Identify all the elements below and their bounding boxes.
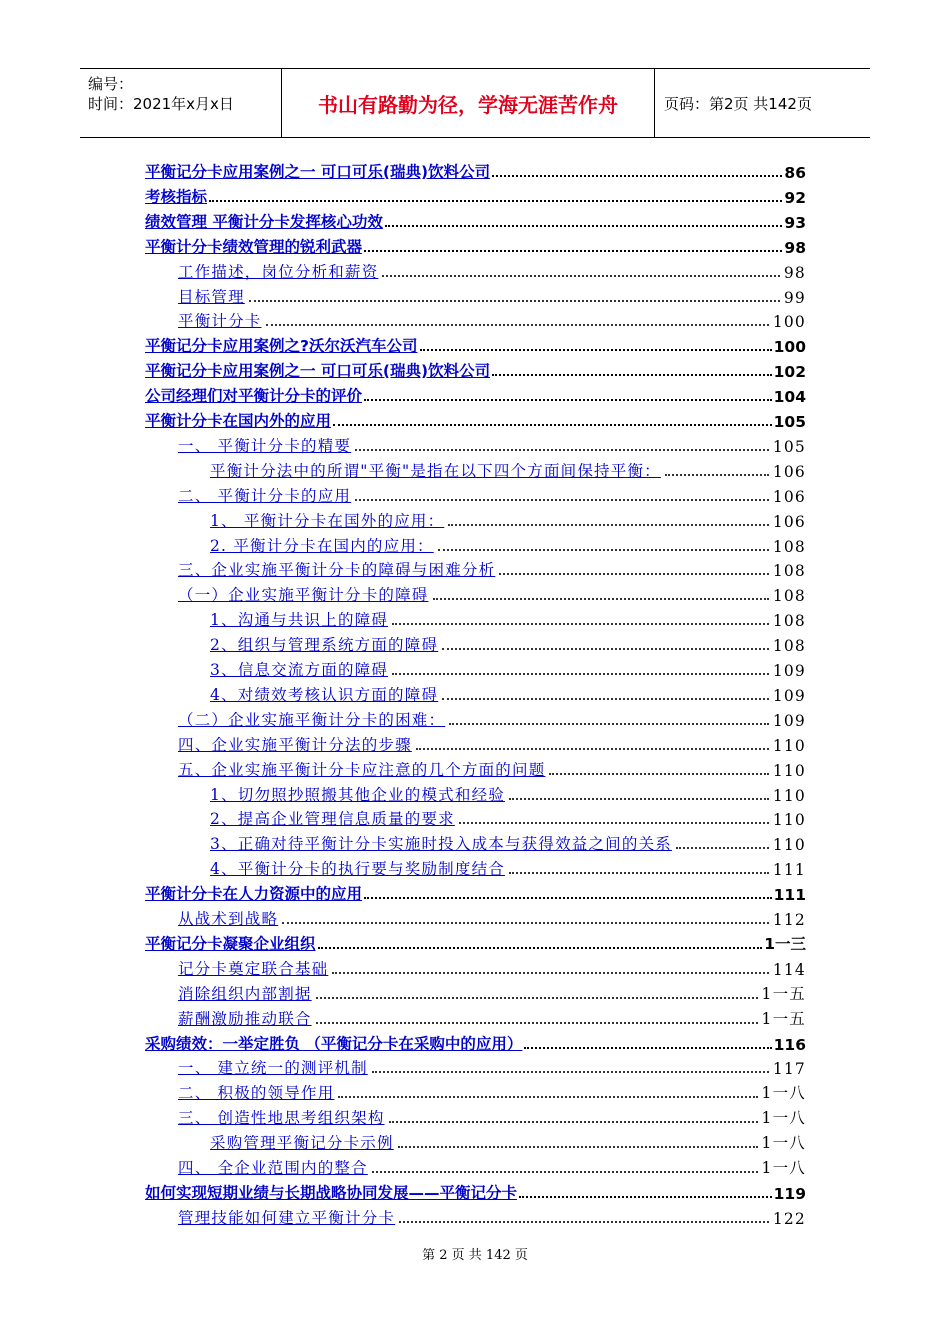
toc-entry[interactable] <box>178 283 806 307</box>
toc-entry[interactable] <box>178 980 806 1004</box>
toc-entry-title[interactable]: 3、信息交流方面的障碍 <box>210 661 389 679</box>
dot-leader <box>316 1022 758 1024</box>
toc-entry[interactable] <box>178 581 806 605</box>
toc-entry-title[interactable]: 一、 建立统一的测评机制 <box>178 1059 368 1077</box>
toc-entry-page: 106 <box>772 513 806 531</box>
toc-entry[interactable] <box>210 457 806 481</box>
dot-leader <box>492 175 782 177</box>
toc-entry[interactable] <box>145 357 806 381</box>
toc-entry-title[interactable]: （一）企业实施平衡计分卡的障碍 <box>178 586 429 604</box>
dot-leader <box>416 748 769 750</box>
dot-leader <box>459 822 769 824</box>
toc-entry-title[interactable]: 从战术到战略 <box>178 910 279 928</box>
toc-entry[interactable] <box>145 382 806 406</box>
toc-entry[interactable] <box>210 606 806 630</box>
dot-leader <box>392 623 769 625</box>
toc-entry[interactable] <box>178 955 806 979</box>
toc-entry-page: 111 <box>772 861 806 879</box>
toc-entry[interactable] <box>178 756 806 780</box>
dot-leader <box>449 723 769 725</box>
toc-entry-title[interactable]: 1、 平衡计分卡在国外的应用： <box>210 512 445 530</box>
toc-entry-page: 110 <box>772 836 806 854</box>
toc-entry[interactable] <box>145 183 806 207</box>
toc-entry[interactable] <box>210 805 806 829</box>
toc-entry-page: 109 <box>772 662 806 680</box>
toc-entry-page: 116 <box>773 1036 806 1054</box>
toc-entry-title[interactable]: 三、 创造性地思考组织架构 <box>178 1109 385 1127</box>
toc-entry[interactable] <box>178 1054 806 1078</box>
toc-entry-title[interactable]: 采购绩效：一举定胜负 （平衡记分卡在采购中的应用） <box>145 1035 523 1053</box>
toc-entry-page: 109 <box>772 712 806 730</box>
dot-leader <box>509 872 769 874</box>
toc-entry-title[interactable]: 4、平衡计分卡的执行要与奖励制度结合 <box>210 860 505 878</box>
dot-leader <box>318 947 763 949</box>
dot-leader <box>364 897 772 899</box>
toc-entry-page: 98 <box>783 264 806 282</box>
toc-entry-page: 110 <box>772 762 806 780</box>
toc-entry-page: 102 <box>773 363 806 381</box>
header-page-info: 页码：第2页 共142页 <box>664 94 812 113</box>
toc-entry-title[interactable]: 采购管理平衡记分卡示例 <box>210 1134 394 1152</box>
toc-entry-page: 86 <box>784 164 806 182</box>
toc-entry-page: 1一八 <box>761 1159 806 1177</box>
dot-leader <box>448 524 769 526</box>
dot-leader <box>398 1146 758 1148</box>
dot-leader <box>665 474 769 476</box>
toc-entry[interactable] <box>178 1154 806 1178</box>
dot-leader <box>438 549 769 551</box>
dot-leader <box>382 275 779 277</box>
page-footer: 第 2 页 共 142 页 <box>422 1248 528 1263</box>
toc-entry[interactable] <box>145 158 806 182</box>
toc-entry-title[interactable]: 2. 平衡计分卡在国内的应用： <box>210 537 434 555</box>
toc-entry[interactable] <box>178 1079 806 1103</box>
toc-entry-title[interactable]: 消除组织内部割据 <box>178 985 312 1003</box>
dot-leader <box>338 1096 757 1098</box>
dot-leader <box>372 1171 758 1173</box>
toc-entry[interactable] <box>178 706 806 730</box>
dot-leader <box>249 300 780 302</box>
toc-entry-title[interactable]: 平衡计分卡 <box>178 312 262 330</box>
toc-entry[interactable] <box>178 1005 806 1029</box>
toc-entry-title[interactable]: 四、企业实施平衡计分法的步骤 <box>178 736 412 754</box>
toc-entry-title[interactable]: 目标管理 <box>178 288 245 306</box>
toc-entry[interactable] <box>145 1179 806 1203</box>
toc-entry-title[interactable]: 记分卡奠定联合基础 <box>178 960 329 978</box>
dot-leader <box>524 1047 771 1049</box>
toc-entry[interactable] <box>210 855 806 879</box>
time-label: 时间：2021年x月x日 <box>88 95 234 113</box>
dot-leader <box>364 399 772 401</box>
toc-entry-page: 110 <box>772 787 806 805</box>
dot-leader <box>372 1071 769 1073</box>
toc-entry-page: 110 <box>772 811 806 829</box>
toc-entry-title[interactable]: 三、企业实施平衡计分卡的障碍与困难分析 <box>178 561 496 579</box>
toc-entry-page: 106 <box>772 488 806 506</box>
toc-entry-title[interactable]: 平衡记分卡应用案例之一 可口可乐(瑞典)饮料公司 <box>145 163 491 181</box>
toc-entry[interactable] <box>145 930 806 954</box>
toc-entry-title[interactable]: 四、 全企业范围内的整合 <box>178 1159 368 1177</box>
toc-entry[interactable] <box>178 905 806 929</box>
toc-entry-title[interactable]: 考核指标 <box>145 188 208 206</box>
toc-entry[interactable] <box>145 1030 806 1054</box>
header-motto: 书山有路勤为径，学海无涯苦作舟 <box>282 69 655 137</box>
toc-entry-page: 108 <box>772 612 806 630</box>
dot-leader <box>549 773 768 775</box>
toc-entry[interactable] <box>145 208 806 232</box>
toc-entry-title[interactable]: 1、切勿照抄照搬其他企业的模式和经验 <box>210 786 505 804</box>
number-label: 编号： <box>88 75 134 93</box>
toc-entry[interactable] <box>210 532 806 556</box>
toc-entry[interactable] <box>145 233 806 257</box>
toc-entry-page: 1一八 <box>761 1109 806 1127</box>
toc-entry-title[interactable]: 五、企业实施平衡计分卡应注意的几个方面的问题 <box>178 761 546 779</box>
toc-entry[interactable] <box>178 556 806 580</box>
toc-entry[interactable] <box>145 332 806 356</box>
toc-entry-title[interactable]: 3、正确对待平衡计分卡实施时投入成本与获得效益之间的关系 <box>210 835 672 853</box>
dot-leader <box>266 324 769 326</box>
toc-entry[interactable] <box>210 830 806 854</box>
toc-entry-title[interactable]: 平衡计分卡在国内外的应用 <box>145 412 332 430</box>
toc-entry-title[interactable]: 二、 平衡计分卡的应用 <box>178 487 352 505</box>
toc-entry-page: 110 <box>772 737 806 755</box>
dot-leader <box>282 922 769 924</box>
toc-entry[interactable] <box>145 407 806 431</box>
toc-entry-page: 105 <box>773 413 806 431</box>
dot-leader <box>399 1221 769 1223</box>
dot-leader <box>333 424 772 426</box>
dot-leader <box>209 200 782 202</box>
toc-entry-page: 111 <box>773 886 806 904</box>
toc-entry-page: 109 <box>772 687 806 705</box>
toc-entry-page: 108 <box>772 587 806 605</box>
toc-entry-title[interactable]: 2、提高企业管理信息质量的要求 <box>210 810 455 828</box>
toc-entry-page: 92 <box>784 189 806 207</box>
toc-entry-page: 106 <box>772 463 806 481</box>
dot-leader <box>332 972 769 974</box>
toc-entry-page: 104 <box>773 388 806 406</box>
dot-leader <box>316 997 758 999</box>
toc-entry[interactable] <box>210 681 806 705</box>
toc-entry-page: 1一五 <box>761 985 806 1003</box>
toc-entry[interactable] <box>178 482 806 506</box>
toc-entry-page: 99 <box>783 289 806 307</box>
toc-entry-title[interactable]: 如何实现短期业绩与长期战略协同发展——平衡记分卡 <box>145 1184 518 1202</box>
toc-entry-title[interactable]: （二）企业实施平衡计分卡的困难： <box>178 711 446 729</box>
toc-entry-page: 108 <box>772 637 806 655</box>
toc-entry-page: 117 <box>772 1060 806 1078</box>
toc-entry-page: 1一八 <box>761 1134 806 1152</box>
toc-entry-title[interactable]: 二、 积极的领导作用 <box>178 1084 335 1102</box>
toc-entry-page: 100 <box>773 338 806 356</box>
toc-entry-title[interactable]: 平衡计分卡绩效管理的锐利武器 <box>145 238 363 256</box>
toc-entry-page: 108 <box>772 562 806 580</box>
toc-entry[interactable] <box>178 731 806 755</box>
toc-entry-page: 1一三 <box>764 935 806 953</box>
dot-leader <box>364 250 782 252</box>
dot-leader <box>492 374 772 376</box>
dot-leader <box>385 225 783 227</box>
dot-leader <box>389 1121 758 1123</box>
dot-leader <box>519 1196 772 1198</box>
dot-leader <box>676 847 769 849</box>
toc-entry-title[interactable]: 薪酬激励推动联合 <box>178 1010 312 1028</box>
toc-entry-title[interactable]: 一、 平衡计分卡的精要 <box>178 437 352 455</box>
toc-entry[interactable] <box>210 781 806 805</box>
toc-entry-page: 93 <box>784 214 806 232</box>
toc-entry-page: 119 <box>773 1185 806 1203</box>
dot-leader <box>392 673 769 675</box>
toc-entry-page: 1一五 <box>761 1010 806 1028</box>
toc-entry-page: 1一八 <box>761 1084 806 1102</box>
toc-entry-title[interactable]: 工作描述，岗位分析和薪资 <box>178 263 379 281</box>
dot-leader <box>433 598 769 600</box>
dot-leader <box>442 698 769 700</box>
toc-entry-page: 112 <box>772 911 806 929</box>
dot-leader <box>355 499 769 501</box>
toc-entry[interactable] <box>178 432 806 456</box>
toc-entry-title[interactable]: 平衡记分卡应用案例之?沃尔沃汽车公司 <box>145 337 418 355</box>
page-header <box>80 68 870 138</box>
toc-entry-page: 108 <box>772 538 806 556</box>
toc-entry[interactable] <box>178 1104 806 1128</box>
toc-entry[interactable] <box>178 307 806 331</box>
dot-leader <box>499 573 769 575</box>
toc-entry-title[interactable]: 绩效管理 平衡计分卡发挥核心功效 <box>145 213 383 231</box>
toc-entry-title[interactable]: 公司经理们对平衡计分卡的评价 <box>145 387 363 405</box>
toc-entry[interactable] <box>145 880 806 904</box>
toc-entry-title[interactable]: 平衡计分卡在人力资源中的应用 <box>145 885 363 903</box>
dot-leader <box>420 349 772 351</box>
toc-entry[interactable] <box>210 656 806 680</box>
toc-entry[interactable] <box>210 507 806 531</box>
toc-entry-title[interactable]: 2、组织与管理系统方面的障碍 <box>210 636 439 654</box>
toc-entry-page: 98 <box>784 239 806 257</box>
toc-entry-title[interactable]: 管理技能如何建立平衡计分卡 <box>178 1209 396 1227</box>
toc-entry-title[interactable]: 平衡记分卡应用案例之一 可口可乐(瑞典)饮料公司 <box>145 362 491 380</box>
toc-entry[interactable] <box>178 258 806 282</box>
toc-entry[interactable] <box>210 631 806 655</box>
dot-leader <box>355 449 769 451</box>
header-meta <box>80 69 282 137</box>
toc-entry-title[interactable]: 1、沟通与共识上的障碍 <box>210 611 389 629</box>
toc-entry-title[interactable]: 平衡计分法中的所谓"平衡"是指在以下四个方面间保持平衡： <box>210 462 661 480</box>
toc-entry[interactable] <box>178 1204 806 1228</box>
toc-entry[interactable] <box>210 1129 806 1153</box>
dot-leader <box>442 648 769 650</box>
toc-entry-page: 122 <box>772 1210 806 1228</box>
toc-entry-page: 114 <box>772 961 806 979</box>
dot-leader <box>509 798 769 800</box>
toc-entry-title[interactable]: 4、对绩效考核认识方面的障碍 <box>210 686 439 704</box>
toc-entry-title[interactable]: 平衡记分卡凝聚企业组织 <box>145 935 316 953</box>
toc-entry-page: 100 <box>772 313 806 331</box>
toc-entry-page: 105 <box>772 438 806 456</box>
